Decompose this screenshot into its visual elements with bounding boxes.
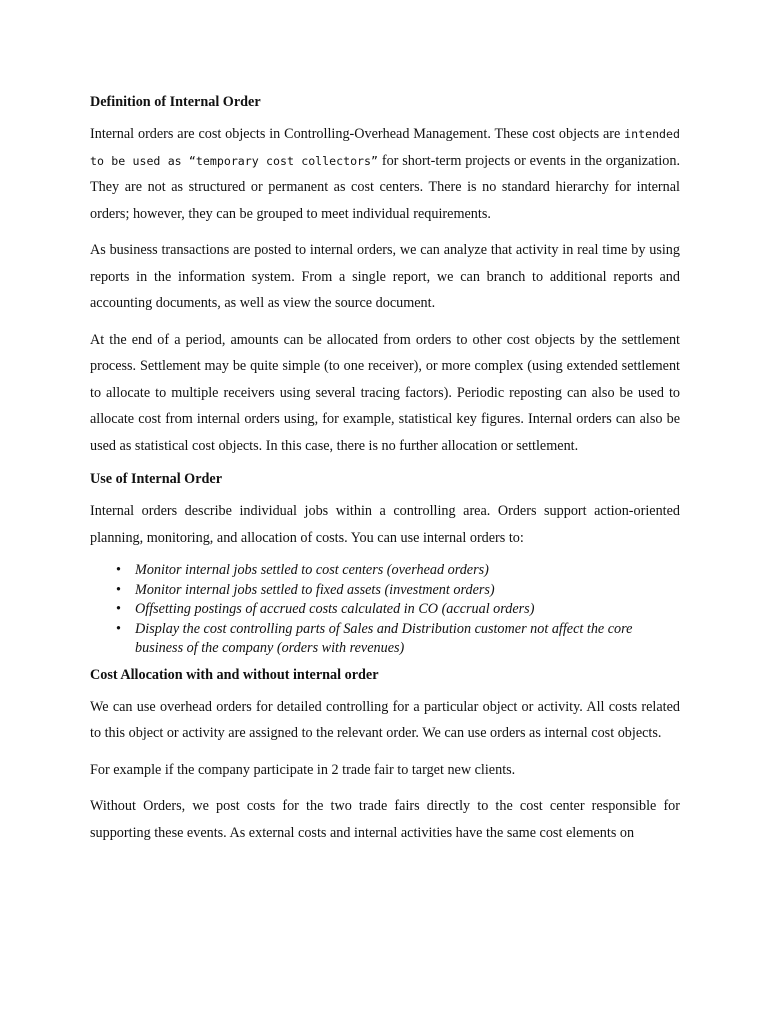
list-item-text: Display the cost controlling parts of Sales and Distribution customer not affect the core business of the company (orders with revenues) [135, 620, 633, 656]
paragraph-definition-3: At the end of a period, amounts can be allocated from orders to other cost objects by the settlement process. Settlement may be quite simple (to one receiver), or more complex (using extended settlement to allocate to multiple receivers using several tracing factors). Periodic reposting can also be used to allocate cost from internal orders using, for example, statistical key figures. Internal orders can also be used as statistical cost objects. In this case, there is no further allocation or settlement. [90, 331, 680, 454]
bullet-icon: • [116, 620, 121, 637]
paragraph-allocation-1: We can use overhead orders for detailed controlling for a particular object or activity. All costs related to this object or activity are assigned to the relevant order. We can use orders as internal cost objects. [90, 698, 680, 741]
bullet-icon: • [116, 601, 121, 617]
list-item-text: Monitor internal jobs settled to cost centers (overhead orders) [135, 562, 489, 578]
heading-use: Use of Internal Order [90, 471, 222, 487]
paragraph-definition-1-mono: intended to be used as “temporary cost collectors” [90, 127, 680, 168]
list-item [90, 600, 680, 620]
heading-definition: Definition of Internal Order [90, 94, 261, 110]
paragraph-definition-1-part-a: Internal orders are cost objects in Controlling-Overhead Management. These cost objects are [90, 126, 625, 142]
paragraph-use-1: Internal orders describe individual jobs within a controlling area. Orders support action-oriented planning, monitoring, and allocation of costs. You can use internal orders to: [90, 503, 680, 546]
paragraph-definition-1-part-b: for short-term projects or events in the organization. They are not as structured or permanent as cost centers. There is no standard hierarchy for internal orders; however, they can be grouped to meet individual requirements. [90, 152, 681, 222]
paragraph-allocation-2: For example if the company participate in 2 trade fair to target new clients. [90, 761, 516, 778]
bullet-list [90, 561, 680, 659]
list-item [90, 561, 680, 581]
list-item [90, 581, 680, 601]
bullet-icon: • [116, 562, 121, 578]
list-item-text: Monitor internal jobs settled to fixed assets (investment orders) [135, 581, 495, 598]
bullet-icon: • [116, 581, 121, 598]
list-item-text: Offsetting postings of accrued costs calculated in CO (accrual orders) [135, 601, 535, 617]
paragraph-definition-2: As business transactions are posted to internal orders, we can analyze that activity in real time by using reports in the information system. From a single report, we can branch to additional reports and accounting documents, as well as view the source document. [90, 242, 680, 311]
heading-allocation: Cost Allocation with and without internal order [90, 666, 379, 683]
paragraph-allocation-3: Without Orders, we post costs for the two trade fairs directly to the cost center responsible for supporting these events. As external costs and internal activities have the same cost elements on [90, 798, 680, 841]
paragraph-definition-1 [90, 121, 680, 227]
list-item [90, 620, 680, 659]
